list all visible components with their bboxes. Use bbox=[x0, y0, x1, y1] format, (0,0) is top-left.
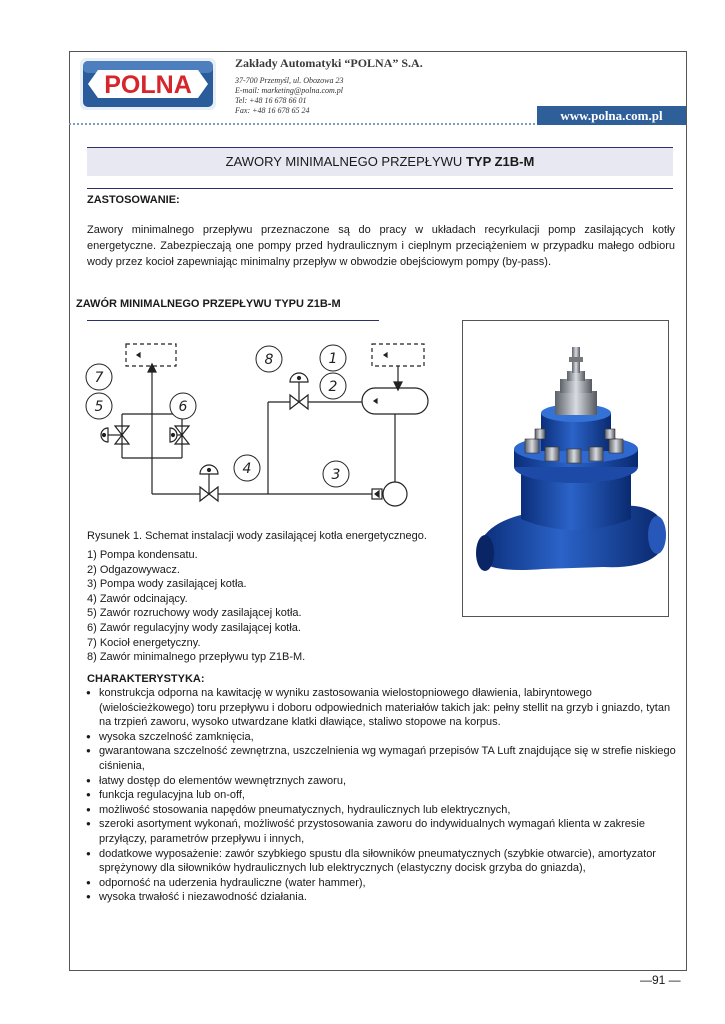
zastosowanie-heading: ZASTOSOWANIE: bbox=[87, 194, 180, 206]
legend-item: 2) Odgazowywacz. bbox=[87, 563, 180, 576]
installation-schematic bbox=[82, 336, 442, 522]
feature-item: ● konstrukcja odporna na kawitację w wyniku zastosowania wielostopniowego dławienia, labiryntowego (wielościeżkowego) toru przepływu i doboru odpowiednich materiałów takich jak: pełny stellit na grzyb i gniazdo, tytan na trzpień zaworu, wysoko utwardzane klatki dławiące, staliwo stopowe na korpus. bbox=[86, 686, 678, 730]
schema-num-8: 8 bbox=[264, 352, 274, 368]
valve-photo-frame bbox=[462, 320, 669, 617]
website-url[interactable]: www.polna.com.pl bbox=[537, 106, 686, 125]
title-type: TYP Z1B-M bbox=[465, 154, 535, 169]
schema-num-6: 6 bbox=[178, 399, 188, 415]
company-info bbox=[235, 56, 423, 116]
valve-photo bbox=[463, 321, 668, 616]
pump-3 bbox=[383, 482, 407, 506]
legend-item: 8) Zawór minimalnego przepływu typ Z1B-M. bbox=[87, 651, 306, 664]
legend-item: 6) Zawór regulacyjny wody zasilającej kotła. bbox=[87, 621, 301, 634]
schema-num-2: 2 bbox=[328, 379, 338, 395]
zastosowanie-text: Zawory minimalnego przepływu przeznaczone są do pracy w układach recyrkulacji pomp zasilających kotły energetyczne. Zabezpieczają one pompy przed hydraulicznym i cieplnym przeciążeniem w przypadku małego odbioru wody przez kocioł zapewniając minimalny przepływ w obwodzie obejściowym pompy (by-pass). bbox=[87, 224, 675, 268]
valve-8 bbox=[290, 373, 308, 409]
page-title bbox=[87, 147, 673, 176]
features-list bbox=[86, 686, 678, 905]
title-rule bbox=[87, 188, 673, 189]
polna-logo bbox=[80, 58, 216, 110]
valve-4 bbox=[200, 465, 218, 501]
schema-heading: ZAWÓR MINIMALNEGO PRZEPŁYWU TYPU Z1B-M bbox=[76, 298, 341, 310]
company-tel: Tel: +48 16 678 66 01 bbox=[235, 96, 307, 105]
company-fax: Fax: +48 16 678 65 24 bbox=[235, 106, 310, 115]
boiler-box bbox=[126, 344, 176, 366]
schema-legend bbox=[87, 548, 305, 665]
legend-item: 3) Pompa wody zasilającej kotła. bbox=[87, 578, 247, 591]
valve-5 bbox=[101, 426, 129, 444]
schema-num-5: 5 bbox=[94, 399, 104, 415]
legend-item: 1) Pompa kondensatu. bbox=[87, 549, 198, 561]
feature-item: ● szeroki asortyment wykonań, możliwość przystosowania zaworu do indywidualnych wymagań klienta w zakresie przyłączy, parametrów przepływu i innych, bbox=[86, 817, 678, 846]
deaerator bbox=[362, 388, 428, 414]
schema-heading-rule bbox=[87, 320, 379, 321]
company-address: 37-700 Przemyśl, ul. Obozowa 23 bbox=[235, 76, 344, 85]
legend-item: 5) Zawór rozruchowy wody zasilającej kotła. bbox=[87, 607, 302, 620]
title-main: ZAWORY MINIMALNEGO PRZEPŁYWU bbox=[225, 154, 463, 169]
schema-num-3: 3 bbox=[331, 467, 341, 483]
condensate-box bbox=[372, 344, 424, 366]
feature-item: ● dodatkowe wyposażenie: zawór szybkiego spustu dla siłowników pneumatycznych (szybkie otwarcie), amortyzator sprężynowy dla siłowników hydraulicznych lub elektrycznych (elastyczny docisk grzyba do gniazda), bbox=[86, 847, 678, 876]
legend-item: 4) Zawór odcinający. bbox=[87, 592, 188, 605]
charakterystyka-heading: CHARAKTERYSTYKA: bbox=[87, 673, 205, 685]
feature-item: ● odporność na uderzenia hydrauliczne (water hammer), bbox=[86, 876, 678, 891]
schema-num-7: 7 bbox=[94, 370, 104, 386]
feature-item: ● wysoka trwałość i niezawodność działania. bbox=[86, 890, 678, 905]
page-number: —91 — bbox=[640, 973, 681, 987]
company-name: Zakłady Automatyki “POLNA” S.A. bbox=[235, 56, 423, 70]
company-email: E-mail: marketing@polna.com.pl bbox=[235, 86, 344, 95]
header-dotted-line bbox=[69, 123, 535, 125]
feature-item: ● wysoka szczelność zamknięcia, bbox=[86, 730, 678, 745]
figure-caption: Rysunek 1. Schemat instalacji wody zasilającej kotła energetycznego. bbox=[87, 530, 427, 542]
feature-item: ● funkcja regulacyjna lub on-off, bbox=[86, 788, 678, 803]
schema-num-4: 4 bbox=[242, 461, 252, 477]
feature-item: ● możliwość stosowania napędów pneumatycznych, hydraulicznych lub elektrycznych, bbox=[86, 803, 678, 818]
feature-item: ● gwarantowana szczelność zewnętrzna, uszczelnienia wg wymagań przepisów TA Luft znajdujące się w strefie niskiego ciśnienia, bbox=[86, 744, 678, 773]
valve-6 bbox=[170, 426, 189, 444]
legend-item: 7) Kocioł energetyczny. bbox=[87, 636, 201, 649]
schema-num-1: 1 bbox=[328, 351, 338, 367]
logo-text: POLNA bbox=[104, 71, 192, 99]
feature-item: ● łatwy dostęp do elementów wewnętrznych zaworu, bbox=[86, 774, 678, 789]
